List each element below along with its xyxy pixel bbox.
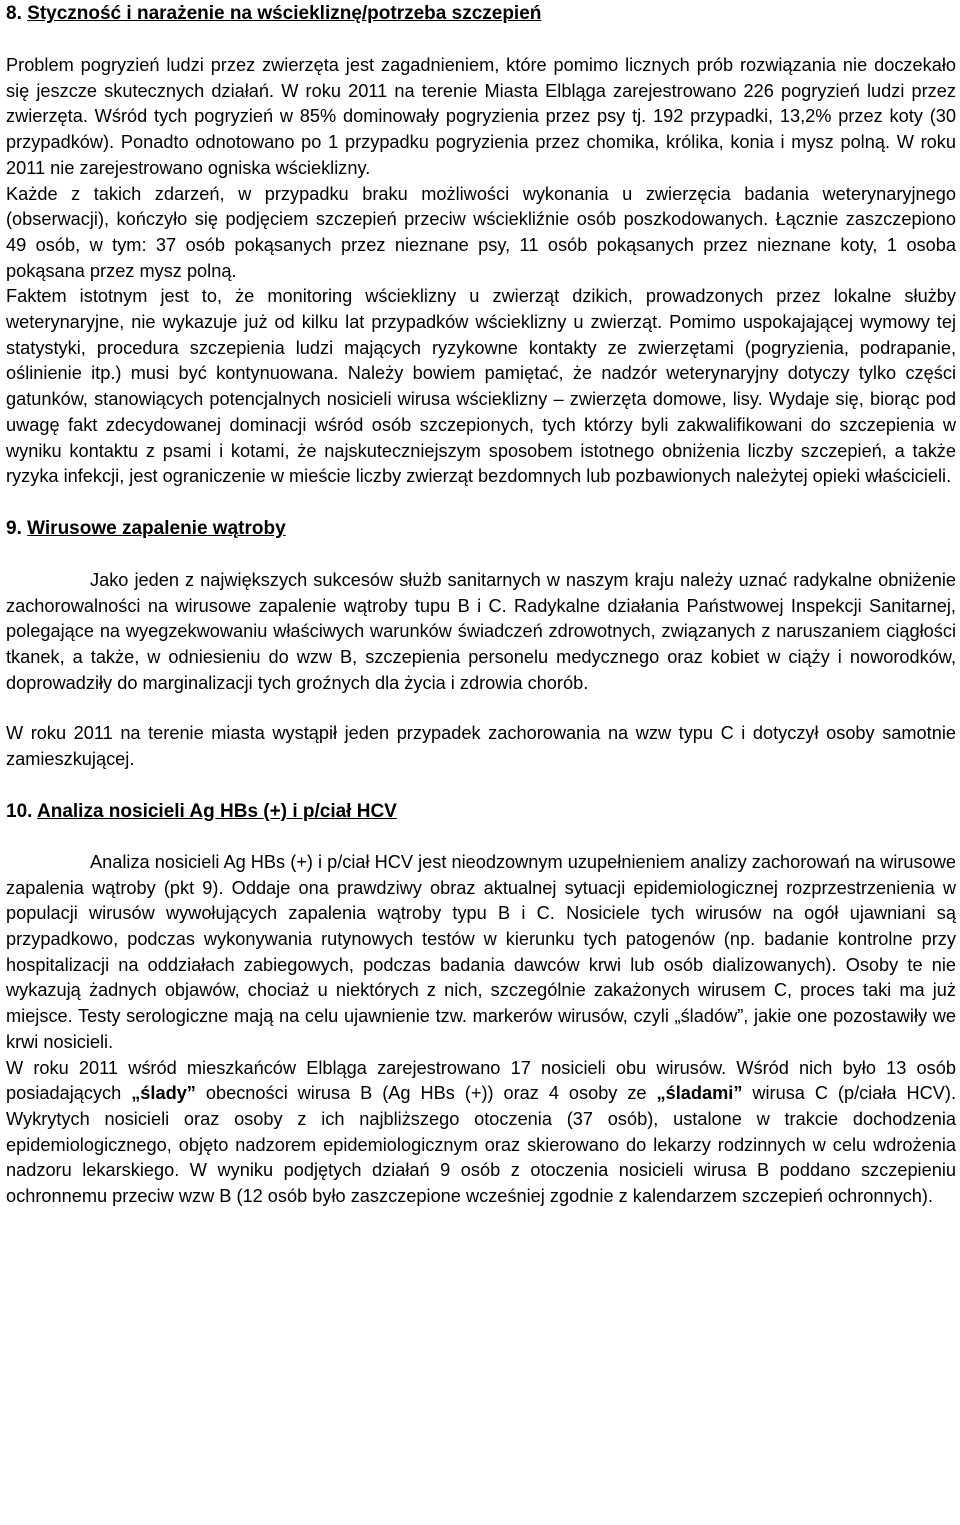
section-9-paragraph-1: Jako jeden z największych sukcesów służb sanitarnych w naszym kraju należy uznać radykalne obniżenie zachorowalności na wirusowe zapalenie wątroby tupu B i C. Radykalne działania Państwowej Inspekcji Sanitarnej, polegające na wyegzekwowaniu właściwych warunków świadczeń zdrowotnych, związanych z naruszaniem ciągłości tkanek, a także, w odniesieniu do wzw B, szczepienia personelu medycznego oraz kobiet w ciąży i noworodków, doprowadziły do marginalizacji tych groźnych dla życia i zdrowia chorób. bbox=[6, 569, 956, 693]
section-8-heading bbox=[6, 2, 956, 26]
document-page bbox=[6, 0, 956, 1210]
section-10-p2-text-a: W roku 2011 wśród mieszkańców Elbląga zarejestrowano 17 nosicieli obu wirusów. Wśród nich było 13 osób posiadających bbox=[6, 1057, 956, 1104]
section-10-title: Analiza nosicieli Ag HBs (+) i p/ciał HCV bbox=[37, 800, 397, 822]
section-9-title: Wirusowe zapalenie wątroby bbox=[27, 517, 286, 539]
section-8-number: 8. bbox=[6, 3, 22, 24]
section-10-p2-text-d: wirusa C (p/ciała HCV). Wykrytych nosicieli oraz osoby z ich najbliższego otoczenia (37 osób), ustalone w trakcie dochodzenia epidemiologicznego, objęto nadzorem epidemiologicznym oraz skierowano do lekarzy rodzinnych w celu wdrożenia nadzoru lekarskiego. W wyniku podjętych działań 9 osób z otoczenia nosicieli wirusa B poddano szczepieniu ochronnemu przeciw wzw B (12 osób było zaszczepione wcześniej zgodnie z kalendarzem szczepień ochronnych). bbox=[6, 1083, 956, 1207]
section-8-paragraph-3: Faktem istotnym jest to, że monitoring wścieklizny u zwierząt dzikich, prowadzonych przez lokalne służby weterynaryjne, nie wykazuje już od kilku lat przypadków wścieklizny u zwierząt. Pomimo uspokajającej wymowy tej statystyki, procedura szczepienia ludzi mających ryzykowne kontakty ze zwierzętami (pogryzienia, podrapanie, oślinienie itp.) musi być kontynuowana. Należy bowiem pamiętać, że nadzór weterynaryjny dotyczy tylko części gatunków, stanowiących potencjalnych nosicieli wirusa wścieklizny – zwierzęta domowe, lisy. Wydaje się, biorąc pod uwagę fakt zdecydowanej dominacji wśród osób szczepionych, tych którzy byli zakwalifikowani do szczepienia w wyniku kontaktu z psami i kotami, że najskuteczniejszym sposobem istotnego obniżenia liczby szczepień, a także ryzyka infekcji, jest ograniczenie w mieście liczby zwierząt bezdomnych lub pozbawionych należytej opieki właścicieli. bbox=[6, 286, 956, 487]
section-8-title: Styczność i narażenie na wściekliznę/potrzeba szczepień bbox=[27, 3, 542, 24]
section-9-number: 9. bbox=[6, 517, 22, 539]
section-10-p2-text-c: obecności wirusa B (Ag HBs (+)) oraz 4 osoby ze bbox=[195, 1083, 657, 1104]
section-9-heading bbox=[6, 517, 956, 541]
section-10-heading bbox=[6, 800, 956, 824]
section-10-paragraph-2 bbox=[6, 1056, 956, 1210]
section-8-paragraph-1: Problem pogryzień ludzi przez zwierzęta jest zagadnieniem, które pomimo licznych prób rozwiązania nie doczekało się jeszcze skutecznych działań. W roku 2011 na terenie Miasta Elbląga zarejestrowano 226 pogryzień ludzi przez zwierzęta. Wśród tych pogryzień w 85% dominowały pogryzienia przez psy tj. 192 przypadki, 13,2% przez koty (30 przypadków). Ponadto odnotowano po 1 przypadku pogryzienia przez chomika, królika, konia i mysz polną. W roku 2011 nie zarejestrowano ogniska wścieklizny. bbox=[6, 55, 956, 178]
section-10-p2-bold-traces: „ślady” bbox=[131, 1083, 196, 1104]
section-8-paragraph-2: Każde z takich zdarzeń, w przypadku braku możliwości wykonania u zwierzęcia badania weterynaryjnego (obserwacji), kończyło się podjęciem szczepień przeciw wściekliźnie osób poszkodowanych. Łącznie zaszczepiono 49 osób, w tym: 37 osób pokąsanych przez nieznane psy, 11 osób pokąsanych przez nieznane koty, 1 osoba pokąsana przez mysz polną. bbox=[6, 183, 956, 281]
section-10-number: 10. bbox=[6, 800, 33, 822]
section-10-p2-bold-traces-2: „śladami” bbox=[656, 1083, 743, 1104]
section-10-paragraph-1: Analiza nosicieli Ag HBs (+) i p/ciał HCV jest nieodzownym uzupełnieniem analizy zachorowań na wirusowe zapalenia wątroby (pkt 9). Oddaje ona prawdziwy obraz aktualnej sytuacji epidemiologicznej rozprzestrzenienia w populacji wirusów wywołujących zapalenia wątroby typu B i C. Nosiciele tych wirusów na ogół ujawniani są przypadkowo, podczas wykonywania rutynowych testów w kierunku tych patogenów (np. badanie kontrolne przy hospitalizacji na oddziałach zabiegowych, podczas badania dawców krwi lub osób dializowanych). Osoby te nie wykazują żadnych objawów, chociaż u niektórych z nich, szczególnie zakażonych wirusem C, proces taki ma już miejsce. Testy serologiczne mają na celu ujawnienie tzw. markerów wirusów, czyli „śladów”, jakie one pozostawiły we krwi nosicieli. bbox=[6, 851, 956, 1052]
section-9-paragraph-2: W roku 2011 na terenie miasta wystąpił jeden przypadek zachorowania na wzw typu C i dotyczył osoby samotnie zamieszkującej. bbox=[6, 723, 956, 770]
